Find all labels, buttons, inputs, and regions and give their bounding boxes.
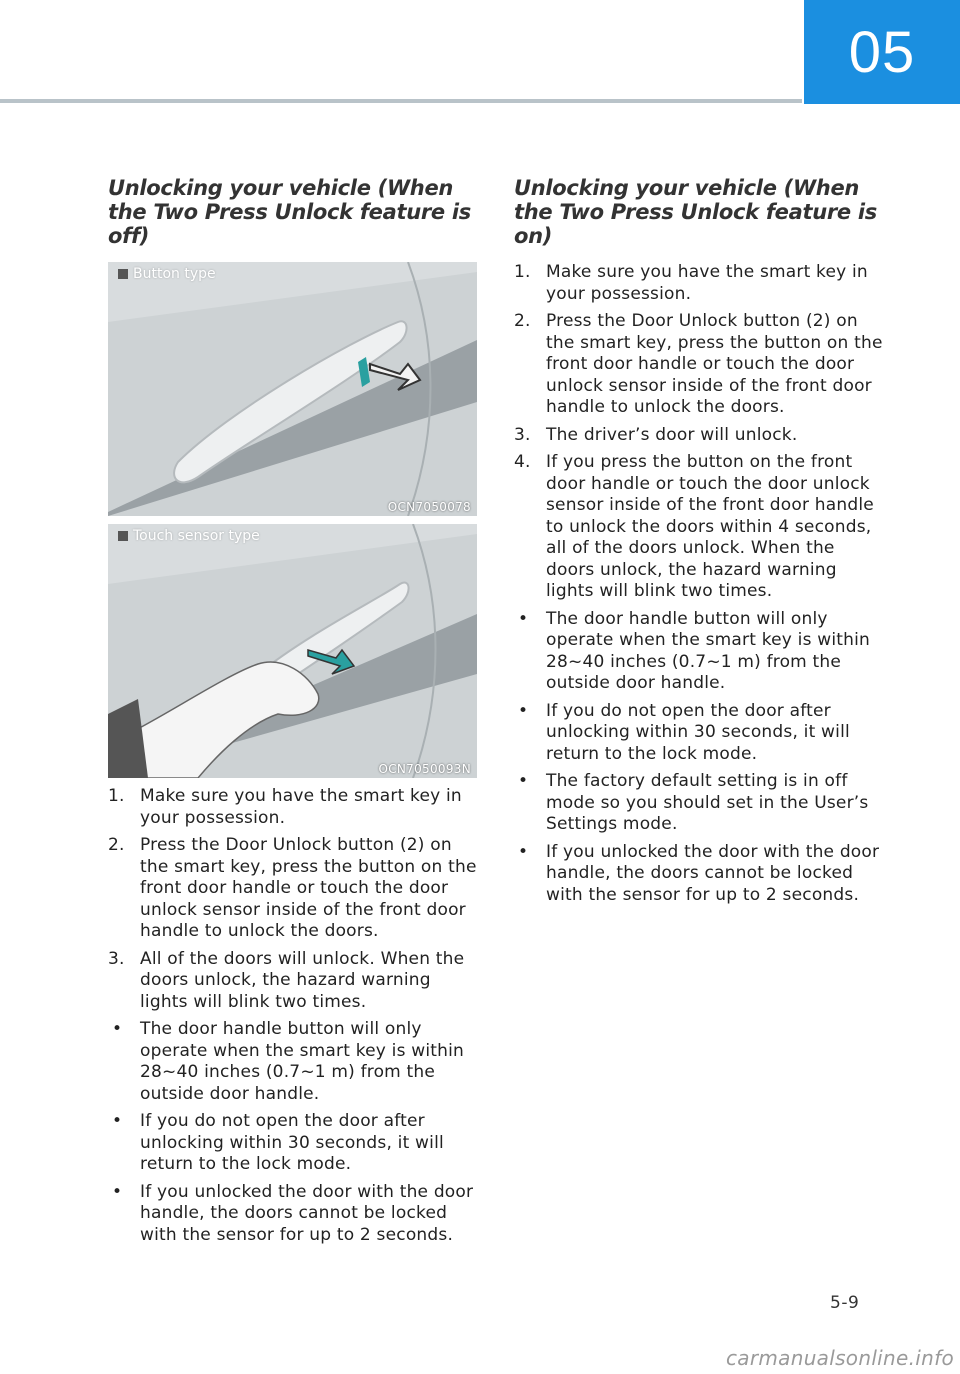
figure-caption [118,528,260,544]
door-handle-button-illustration [108,262,477,516]
list-item: • If you unlocked the door with the door handle, the doors cannot be locked with the sensor for up to 2 seconds. [518,841,880,905]
list-item: 1. Make sure you have the smart key in your possession. [514,262,868,304]
right-column [514,176,886,912]
list-item: • If you do not open the door after unlocking within 30 seconds, it will return to the lock mode. [518,700,850,764]
section-heading-off: Unlocking your vehicle (When the Two Press Unlock feature is off) [108,176,471,248]
bullets-list-on [514,609,886,907]
list-item: 2. Press the Door Unlock button (2) on the smart key, press the button on the front door handle or touch the door unlock sensor inside of the front door handle to unlock the doors. [108,835,477,941]
list-item: • The door handle button will only operate when the smart key is within 28~40 inches (0.7~1 m) from the outside door handle. [112,1019,465,1104]
caption-square-icon [118,269,128,279]
caption-text: Button type [133,266,216,282]
list-item: 1. Make sure you have the smart key in your possession. [108,786,462,828]
section-heading-on: Unlocking your vehicle (When the Two Press Unlock feature is on) [514,176,877,248]
figure-touch-sensor-type [108,524,477,778]
header-rule [0,99,802,103]
figure-button-type [108,262,477,516]
list-item: 2. Press the Door Unlock button (2) on the smart key, press the button on the front door handle or touch the door unlock sensor inside of the front door handle to unlock the doors. [514,311,883,417]
figure-code: OCN7050078 [387,500,471,514]
list-item: 4. If you press the button on the front door handle or touch the door unlock sensor inside of the front door handle to unlock the doors within 4 seconds, all of the doors unlock. When the doors unlock, the hazard warning lights will blink two times. [514,452,874,601]
bullets-list-off [108,1019,480,1246]
caption-square-icon [118,531,128,541]
left-column [108,176,480,1252]
list-item: 3. All of the doors will unlock. When the doors unlock, the hazard warning lights will blink two times. [108,948,465,1012]
list-item: • The door handle button will only operate when the smart key is within 28~40 inches (0.7~1 m) from the outside door handle. [518,608,871,693]
list-item: • If you do not open the door after unlocking within 30 seconds, it will return to the lock mode. [112,1111,444,1174]
watermark: carmanualsonline.info [726,1346,954,1370]
steps-list-off [108,786,480,1013]
steps-list-on [514,262,886,603]
list-item: • If you unlocked the door with the door handle, the doors cannot be locked with the sensor for up to 2 seconds. [112,1181,474,1245]
list-item: 3. The driver’s door will unlock. [514,424,798,445]
list-item: • The factory default setting is in off mode so you should set in the User’s Settings mode. [518,771,869,834]
figure-caption [118,266,216,282]
door-handle-touch-illustration [108,524,477,778]
page-number: 5-9 [830,1293,860,1313]
chapter-tab: 05 [804,0,960,104]
figure-code: OCN7050093N [378,762,471,776]
caption-text: Touch sensor type [133,528,260,544]
